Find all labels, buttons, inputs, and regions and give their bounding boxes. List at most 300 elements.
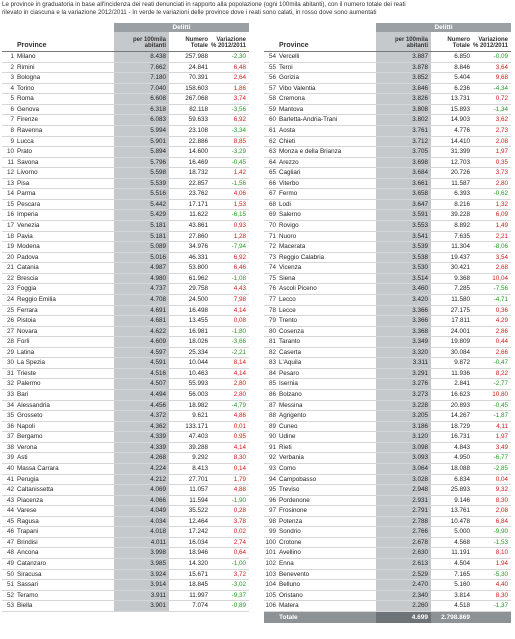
table-row — [264, 580, 511, 591]
total-cell: 5.000 — [454, 528, 470, 536]
rank-cell: 13 — [6, 179, 14, 187]
table-row — [2, 210, 249, 221]
province-cell: Palermo — [17, 380, 41, 388]
rank-cell: 61 — [268, 126, 276, 134]
rank-cell: 106 — [265, 602, 276, 610]
table-row — [264, 411, 511, 422]
change-cell: 0,14 — [233, 464, 246, 472]
total-cell: 46.331 — [188, 253, 208, 261]
rate-cell: 7.662 — [114, 63, 169, 73]
change-cell: 0,01 — [233, 422, 246, 430]
total-cell: 11.936 — [451, 369, 470, 377]
province-cell: Matera — [279, 602, 299, 610]
rate-cell: 3.028 — [376, 475, 431, 485]
table-row — [264, 570, 511, 581]
province-cell: Genova — [17, 105, 40, 113]
total-cell: 11.587 — [451, 179, 470, 187]
total-cell: 34.976 — [188, 243, 208, 251]
rate-cell: 3.291 — [376, 369, 431, 379]
rate-cell: 2.613 — [376, 559, 431, 569]
change-cell: 4,14 — [233, 369, 246, 377]
rate-cell: 3.368 — [376, 327, 431, 337]
total-cell: 17.242 — [188, 528, 208, 536]
rate-cell: 5.429 — [114, 210, 169, 220]
total-label: Totale — [279, 613, 298, 621]
rank-cell: 10 — [6, 148, 14, 156]
change-cell: 3,72 — [233, 570, 246, 578]
rate-cell: 3.186 — [376, 422, 431, 432]
rank-cell: 35 — [6, 412, 14, 420]
rate-cell: 3.276 — [376, 379, 431, 389]
total-cell: 7.165 — [454, 570, 470, 578]
total-cell: 61.962 — [188, 274, 208, 282]
rank-cell: 15 — [6, 200, 14, 208]
rank-cell: 43 — [6, 496, 14, 504]
table-row — [2, 485, 249, 496]
rate-cell: 4.339 — [114, 432, 169, 442]
table-row — [264, 232, 511, 243]
change-cell: -6,15 — [231, 211, 246, 219]
rate-cell: 4.268 — [114, 453, 169, 463]
change-cell: -1,80 — [231, 327, 246, 335]
rate-cell: 2.788 — [376, 517, 431, 527]
province-cell: Ascoli Piceno — [279, 285, 317, 293]
rank-cell: 90 — [268, 433, 276, 441]
rate-cell: 3.887 — [376, 52, 431, 62]
rate-cell: 4.372 — [114, 411, 169, 421]
table-row — [264, 52, 511, 63]
change-cell: 1,86 — [233, 84, 246, 92]
total-cell: 16.034 — [188, 538, 208, 546]
table-row — [264, 221, 511, 232]
rank-cell: 85 — [268, 380, 276, 388]
change-cell: -2,21 — [231, 348, 246, 356]
change-cell: -9,90 — [493, 528, 508, 536]
rate-cell: 3.661 — [376, 179, 431, 189]
change-cell: 0,72 — [495, 95, 508, 103]
change-cell: 3,54 — [495, 253, 508, 261]
rate-cell: 5.598 — [114, 168, 169, 178]
total-cell: 16.731 — [450, 433, 470, 441]
province-cell: Pistoia — [17, 317, 36, 325]
change-cell: 2,80 — [233, 380, 246, 388]
total-cell: 17.171 — [188, 200, 208, 208]
rank-cell: 87 — [268, 401, 276, 409]
rate-cell: 3.538 — [376, 253, 431, 263]
rate-cell: 3.530 — [376, 263, 431, 273]
table-row — [2, 126, 249, 137]
table-row — [264, 327, 511, 338]
rank-cell: 34 — [6, 401, 14, 409]
rate-cell: 3.514 — [376, 274, 431, 284]
table-row — [264, 158, 511, 169]
total-cell: 5.404 — [454, 74, 470, 82]
total-cell: 11.622 — [189, 211, 208, 219]
rate-cell: 4.034 — [114, 517, 169, 527]
province-cell: Frosinone — [279, 507, 308, 515]
change-cell: -3,34 — [231, 126, 246, 134]
rate-cell: 3.311 — [376, 358, 431, 368]
rate-cell: 3.761 — [376, 126, 431, 136]
table-row — [2, 263, 249, 274]
table-row — [2, 274, 249, 285]
change-cell: 2,66 — [495, 348, 508, 356]
column-header-rank — [264, 32, 278, 51]
table-row — [2, 189, 249, 200]
rate-cell: 3.846 — [376, 84, 431, 94]
table-row — [2, 115, 249, 126]
table-row — [264, 358, 511, 369]
rate-cell: 2.260 — [376, 601, 431, 611]
total-cell: 18.088 — [450, 464, 470, 472]
table-row — [264, 306, 511, 317]
total-cell: 27.701 — [188, 475, 208, 483]
table-row — [264, 295, 511, 306]
province-cell: Napoli — [17, 422, 35, 430]
table-row — [2, 316, 249, 327]
province-cell: Nuoro — [279, 232, 297, 240]
rate-cell: 3.901 — [114, 601, 169, 611]
total-change-spacer — [472, 612, 511, 623]
total-cell: 6.850 — [454, 53, 470, 60]
column-header-rate: per 100mila abitanti — [114, 32, 169, 51]
table-row — [2, 369, 249, 380]
rank-cell: 4 — [10, 84, 14, 92]
rank-cell: 71 — [268, 232, 276, 240]
rank-cell: 66 — [268, 179, 276, 187]
table-row — [2, 337, 249, 348]
rate-cell: 2.766 — [376, 527, 431, 537]
rank-cell: 63 — [268, 148, 276, 156]
header-group-row — [264, 23, 511, 32]
rate-cell: 3.366 — [376, 306, 431, 316]
total-cell: 18.732 — [188, 169, 208, 177]
rate-cell: 2.630 — [376, 548, 431, 558]
total-row — [264, 612, 511, 623]
change-cell: 1,53 — [233, 200, 246, 208]
change-cell: 2,08 — [495, 137, 508, 145]
change-cell: 3,64 — [495, 63, 508, 71]
rank-cell: 6 — [10, 105, 14, 113]
province-cell: Rieti — [279, 443, 292, 451]
rate-cell: 2.340 — [376, 591, 431, 601]
rate-cell: 5.089 — [114, 242, 169, 252]
table-row — [2, 63, 249, 74]
change-cell: -7,56 — [493, 285, 508, 293]
change-cell: -4,71 — [493, 295, 508, 303]
rank-cell: 42 — [6, 486, 14, 494]
rank-cell: 92 — [268, 454, 276, 462]
total-cell: 23.108 — [188, 126, 208, 134]
change-cell: -1,00 — [231, 560, 246, 567]
table-row — [2, 358, 249, 369]
rate-cell: 3.808 — [376, 105, 431, 115]
total-cell: 16.498 — [188, 306, 208, 314]
rank-cell: 95 — [268, 486, 276, 494]
rank-cell: 100 — [265, 538, 276, 546]
province-cell: Padova — [17, 253, 39, 261]
total-cell: 16.469 — [188, 158, 208, 166]
province-cell: Lucca — [17, 137, 34, 145]
province-cell: Potenza — [279, 517, 303, 525]
rank-cell: 41 — [6, 475, 14, 483]
province-cell: Rimini — [17, 63, 35, 71]
province-cell: Catania — [17, 264, 39, 272]
rate-cell: 3.349 — [376, 337, 431, 347]
table-row — [264, 242, 511, 253]
change-cell: -2,77 — [493, 380, 508, 388]
rank-cell: 93 — [268, 464, 276, 472]
rank-cell: 68 — [268, 200, 276, 208]
province-cell: Bolzano — [279, 391, 302, 398]
change-cell: 4,40 — [495, 581, 508, 589]
table-row — [264, 432, 511, 443]
table-row — [2, 179, 249, 190]
change-cell: 8,10 — [495, 549, 508, 557]
province-cell: Macerata — [279, 243, 306, 251]
change-cell: -1,87 — [493, 412, 508, 420]
rate-cell: 5.181 — [114, 221, 169, 231]
province-cell: Varese — [17, 507, 37, 515]
rate-cell: 5.516 — [114, 189, 169, 199]
change-cell: 1,79 — [233, 475, 246, 483]
rank-cell: 40 — [6, 464, 14, 472]
change-cell: 4,43 — [233, 285, 246, 293]
total-cell: 82.118 — [189, 105, 208, 113]
rank-cell: 31 — [6, 369, 14, 377]
province-cell: Monza e della Brianza — [279, 148, 342, 156]
province-cell: Grosseto — [17, 412, 43, 420]
province-cell: Isernia — [279, 380, 298, 388]
rate-cell: 3.924 — [114, 570, 169, 580]
rate-cell: 7.180 — [114, 73, 169, 83]
rate-cell: 3.420 — [376, 295, 431, 305]
table-row — [2, 527, 249, 538]
change-cell: -1,53 — [493, 538, 508, 546]
total-cell: 4.568 — [454, 538, 470, 546]
rank-cell: 33 — [6, 391, 14, 398]
total-cell: 12.464 — [188, 517, 208, 525]
total-cell: 18.729 — [450, 422, 470, 430]
rank-cell: 99 — [268, 528, 276, 536]
change-cell: 2,86 — [495, 327, 508, 335]
province-cell: Torino — [17, 84, 35, 92]
rate-cell: 4.597 — [114, 348, 169, 358]
province-cell: Imperia — [17, 211, 38, 219]
table-row — [264, 496, 511, 507]
column-header-row — [2, 32, 249, 52]
rank-cell: 57 — [268, 84, 276, 92]
change-cell: 1,32 — [495, 200, 508, 208]
total-cell: 4.504 — [454, 560, 470, 567]
total-cell: 13.731 — [450, 95, 470, 103]
table-row — [2, 475, 249, 486]
province-cell: Agrigento — [279, 412, 306, 420]
province-cell: Caltanissetta — [17, 486, 54, 494]
rank-cell: 73 — [268, 253, 276, 261]
rank-cell: 45 — [6, 517, 14, 525]
province-cell: Crotone — [279, 538, 302, 546]
province-cell: Pisa — [17, 179, 30, 187]
rate-cell: 4.212 — [114, 475, 169, 485]
province-cell: Rovigo — [279, 222, 299, 229]
province-cell: Alessandria — [17, 401, 50, 409]
province-cell: Treviso — [279, 486, 300, 494]
rate-cell: 4.681 — [114, 316, 169, 326]
table-row — [264, 253, 511, 264]
province-cell: Bologna — [17, 74, 41, 82]
ranking-table-right — [264, 23, 511, 623]
rate-cell: 3.684 — [376, 168, 431, 178]
rank-cell: 3 — [10, 74, 14, 82]
rate-cell: 4.018 — [114, 527, 169, 537]
province-cell: Como — [279, 464, 296, 472]
province-cell: Bergamo — [17, 433, 43, 441]
province-cell: Vibo Valentia — [279, 84, 316, 92]
table-row — [264, 527, 511, 538]
table-row — [2, 105, 249, 116]
province-cell: Fermo — [279, 190, 298, 198]
rate-cell: 3.878 — [376, 63, 431, 73]
table-row — [264, 401, 511, 412]
table-row — [264, 591, 511, 602]
rate-cell: 3.852 — [376, 73, 431, 83]
province-cell: Barletta-Andria-Trani — [279, 116, 338, 124]
table-row — [264, 63, 511, 74]
intro-text — [2, 1, 515, 16]
change-cell: -1,56 — [231, 179, 246, 187]
table-row — [2, 496, 249, 507]
table-row — [264, 84, 511, 95]
total-cell: 10.044 — [188, 359, 208, 367]
change-cell: 3,74 — [233, 95, 246, 103]
header-group-delitti: Delitti — [114, 23, 249, 32]
rank-cell: 7 — [10, 116, 14, 124]
change-cell: 6,84 — [495, 517, 508, 525]
rank-cell: 22 — [6, 274, 14, 282]
province-cell: Arezzo — [279, 158, 299, 166]
rate-cell: 4.066 — [114, 496, 169, 506]
rank-cell: 65 — [268, 169, 276, 177]
change-cell: -8,06 — [493, 243, 508, 251]
rate-cell: 3.460 — [376, 284, 431, 294]
change-cell: 4,14 — [233, 306, 246, 314]
province-cell: Verona — [17, 443, 37, 451]
province-cell: Catanzaro — [17, 560, 47, 567]
rank-cell: 81 — [268, 338, 276, 346]
total-cell: 25.893 — [450, 486, 470, 494]
table-row — [2, 295, 249, 306]
change-cell: -0,89 — [231, 602, 246, 610]
province-cell: Aosta — [279, 126, 296, 134]
total-cell: 3.814 — [454, 591, 470, 599]
table-row — [264, 94, 511, 105]
total-cell: 16.981 — [188, 327, 208, 335]
province-cell: Perugia — [17, 475, 39, 483]
total-cell: 8.846 — [454, 63, 470, 71]
rate-cell: 3.098 — [376, 443, 431, 453]
rate-cell: 6.083 — [114, 115, 169, 125]
change-cell: 1,42 — [233, 169, 246, 177]
rate-cell: 3.591 — [376, 210, 431, 220]
rank-cell: 105 — [265, 591, 276, 599]
rank-cell: 17 — [6, 222, 14, 229]
change-cell: -7,94 — [231, 243, 246, 251]
change-cell: -6,77 — [493, 454, 508, 462]
table-row — [2, 601, 249, 612]
rate-cell: 3.064 — [376, 464, 431, 474]
table-row — [264, 601, 511, 612]
total-cell: 8.892 — [454, 222, 470, 229]
province-cell: Lecce — [279, 306, 296, 314]
total-cell: 27.175 — [450, 306, 470, 314]
rate-cell: 5.539 — [114, 179, 169, 189]
change-cell: 10,80 — [492, 391, 508, 398]
rate-cell: 5.016 — [114, 253, 169, 263]
province-cell: Enna — [279, 560, 294, 567]
rank-cell: 47 — [6, 538, 14, 546]
table-row — [264, 126, 511, 137]
change-cell: 2,21 — [495, 232, 508, 240]
rate-cell: 3.658 — [376, 189, 431, 199]
rate-cell: 3.698 — [376, 158, 431, 168]
change-cell: -0,47 — [493, 359, 508, 367]
change-cell: 3,49 — [495, 443, 508, 451]
total-count: 2.798.869 — [441, 613, 470, 621]
table-row — [264, 464, 511, 475]
rate-cell: 3.911 — [114, 591, 169, 601]
total-cell: 15.893 — [450, 105, 470, 113]
rank-cell: 44 — [6, 507, 14, 515]
province-cell: Chieti — [279, 137, 296, 145]
total-cell: 4.950 — [454, 454, 470, 462]
change-cell: -1,34 — [493, 105, 508, 113]
province-cell: Vicenza — [279, 264, 302, 272]
province-cell: Salerno — [279, 211, 301, 219]
total-cell: 9.292 — [192, 454, 208, 462]
rate-cell: 5.181 — [114, 232, 169, 242]
rate-cell: 3.205 — [376, 411, 431, 421]
rank-cell: 83 — [268, 359, 276, 367]
total-cell: 11.594 — [189, 496, 208, 504]
rank-cell: 2 — [10, 63, 14, 71]
rank-cell: 98 — [268, 517, 276, 525]
rate-cell: 4.224 — [114, 464, 169, 474]
total-cell: 20.893 — [450, 401, 470, 409]
change-cell: 0,95 — [233, 433, 246, 441]
rank-cell: 76 — [268, 285, 276, 293]
rank-cell: 64 — [268, 158, 276, 166]
province-cell: L'Aquila — [279, 359, 302, 367]
rank-cell: 12 — [6, 169, 14, 177]
rate-cell: 2.529 — [376, 570, 431, 580]
rank-cell: 80 — [268, 327, 276, 335]
rank-cell: 29 — [6, 348, 14, 356]
change-cell: 8,30 — [233, 454, 246, 462]
rank-cell: 30 — [6, 359, 14, 367]
table-row — [264, 137, 511, 148]
change-cell: 1,97 — [495, 148, 508, 156]
total-cell: 6.393 — [454, 190, 470, 198]
total-cell: 59.633 — [188, 116, 208, 124]
total-cell: 18.982 — [188, 401, 208, 409]
total-cell: 31.399 — [450, 148, 470, 156]
change-cell: -0,62 — [493, 190, 508, 198]
change-cell: 1,28 — [233, 232, 246, 240]
rank-cell: 97 — [268, 507, 276, 515]
header-spacer — [264, 23, 376, 32]
province-cell: Ravenna — [17, 126, 43, 134]
